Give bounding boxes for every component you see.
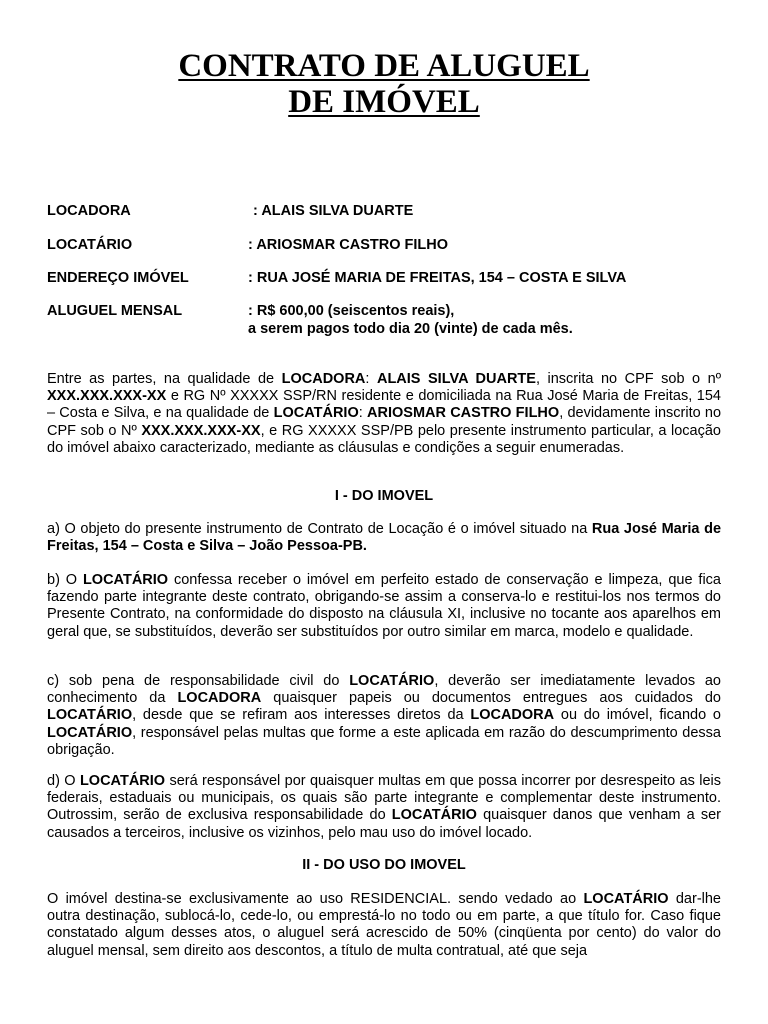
field-value-locadora: : ALAIS SILVA DUARTE (253, 203, 414, 219)
uso-paragraph: O imóvel destina-se exclusivamente ao uso RESIDENCIAL. sendo vedado ao LOCATÁRIO dar-lhe outra destinação, sublocá-lo, cede-lo, ou emprestá-lo no todo ou em parte, a que título for. Caso fique constatado algum desses atos, o aluguel será acrescido de 50% (cinqüenta por cento) do valor do aluguel mensal, sem direito aos descontos, a título de multa contratual, até que seja (47, 891, 721, 959)
clause-a: a) O objeto do presente instrumento de Contrato de Locação é o imóvel situado na Rua José Maria de Freitas, 154 – Costa e Silva – João Pessoa-PB. (47, 521, 722, 555)
document-title-line-1: CONTRATO DE ALUGUEL (178, 48, 590, 84)
field-label-endereco: ENDEREÇO IMÓVEL (47, 270, 189, 286)
section-heading-uso: II - DO USO DO IMOVEL (302, 857, 466, 873)
field-label-locadora: LOCADORA (47, 203, 131, 219)
field-value-aluguel: : R$ 600,00 (seiscentos reais), (248, 303, 455, 319)
clause-c: c) sob pena de responsabilidade civil do LOCATÁRIO, deverão ser imediatamente levados ao conhecimento da LOCADORA quaisquer papeis ou documentos entregues aos cuidados do LOCATÁRIO, desde que se refiram aos interesses diretos da LOCADORA ou do imóvel, ficando o LOCATÁRIO, responsável pelas multas que forme a este aplicada em razão do descumprimento dessa obrigação. (47, 673, 721, 758)
document-title-line-2: DE IMÓVEL (288, 84, 480, 120)
field-label-aluguel: ALUGUEL MENSAL (47, 303, 183, 319)
field-value-endereco: : RUA JOSÉ MARIA DE FREITAS, 154 – COSTA E SILVA (248, 270, 627, 286)
field-value-locatario: : ARIOSMAR CASTRO FILHO (248, 237, 449, 253)
clause-d: d) O LOCATÁRIO será responsável por quaisquer multas em que possa incorrer por desrespeito as leis federais, estaduais ou municipais, os quais são parte integrante e complementar deste instrumento. Outrossim, serão de exclusiva responsabilidade do LOCATÁRIO quaisquer danos que venham a ser causados a terceiros, inclusive os vizinhos, pelo mau uso do imóvel locado. (47, 773, 721, 841)
intro-paragraph: Entre as partes, na qualidade de LOCADORA: ALAIS SILVA DUARTE, inscrita no CPF sob o nº XXX.XXX.XXX-XX e RG Nº XXXXX SSP/RN residente e domiciliada na Rua José Maria de Freitas, 154 – Costa e Silva, e na qualidade de LOCATÁRIO: ARIOSMAR CASTRO FILHO, devidamente inscrito no CPF sob o Nº XXX.XXX.XXX-XX, e RG XXXXX SSP/PB pelo presente instrumento particular, a locação do imóvel abaixo caracterizado, mediante as cláusulas e condições a seguir enumeradas. (47, 371, 722, 456)
section-heading-imovel: I - DO IMOVEL (334, 488, 434, 504)
field-label-locatario: LOCATÁRIO (47, 237, 133, 253)
clause-b: b) O LOCATÁRIO confessa receber o imóvel em perfeito estado de conservação e limpeza, que fica fazendo parte integrante deste contrato, obrigando-se assim a conserva-lo e restitui-los nos termos do Presente Contrato, na conformidade do disposto na cláusula XI, inclusive no tocante aos aparelhos em geral que, se substituídos, deverão ser substituídos por outro similar em marca, modelo e qualidade. (47, 572, 721, 640)
field-value-aluguel-line-2: a serem pagos todo dia 20 (vinte) de cada mês. (248, 321, 573, 337)
